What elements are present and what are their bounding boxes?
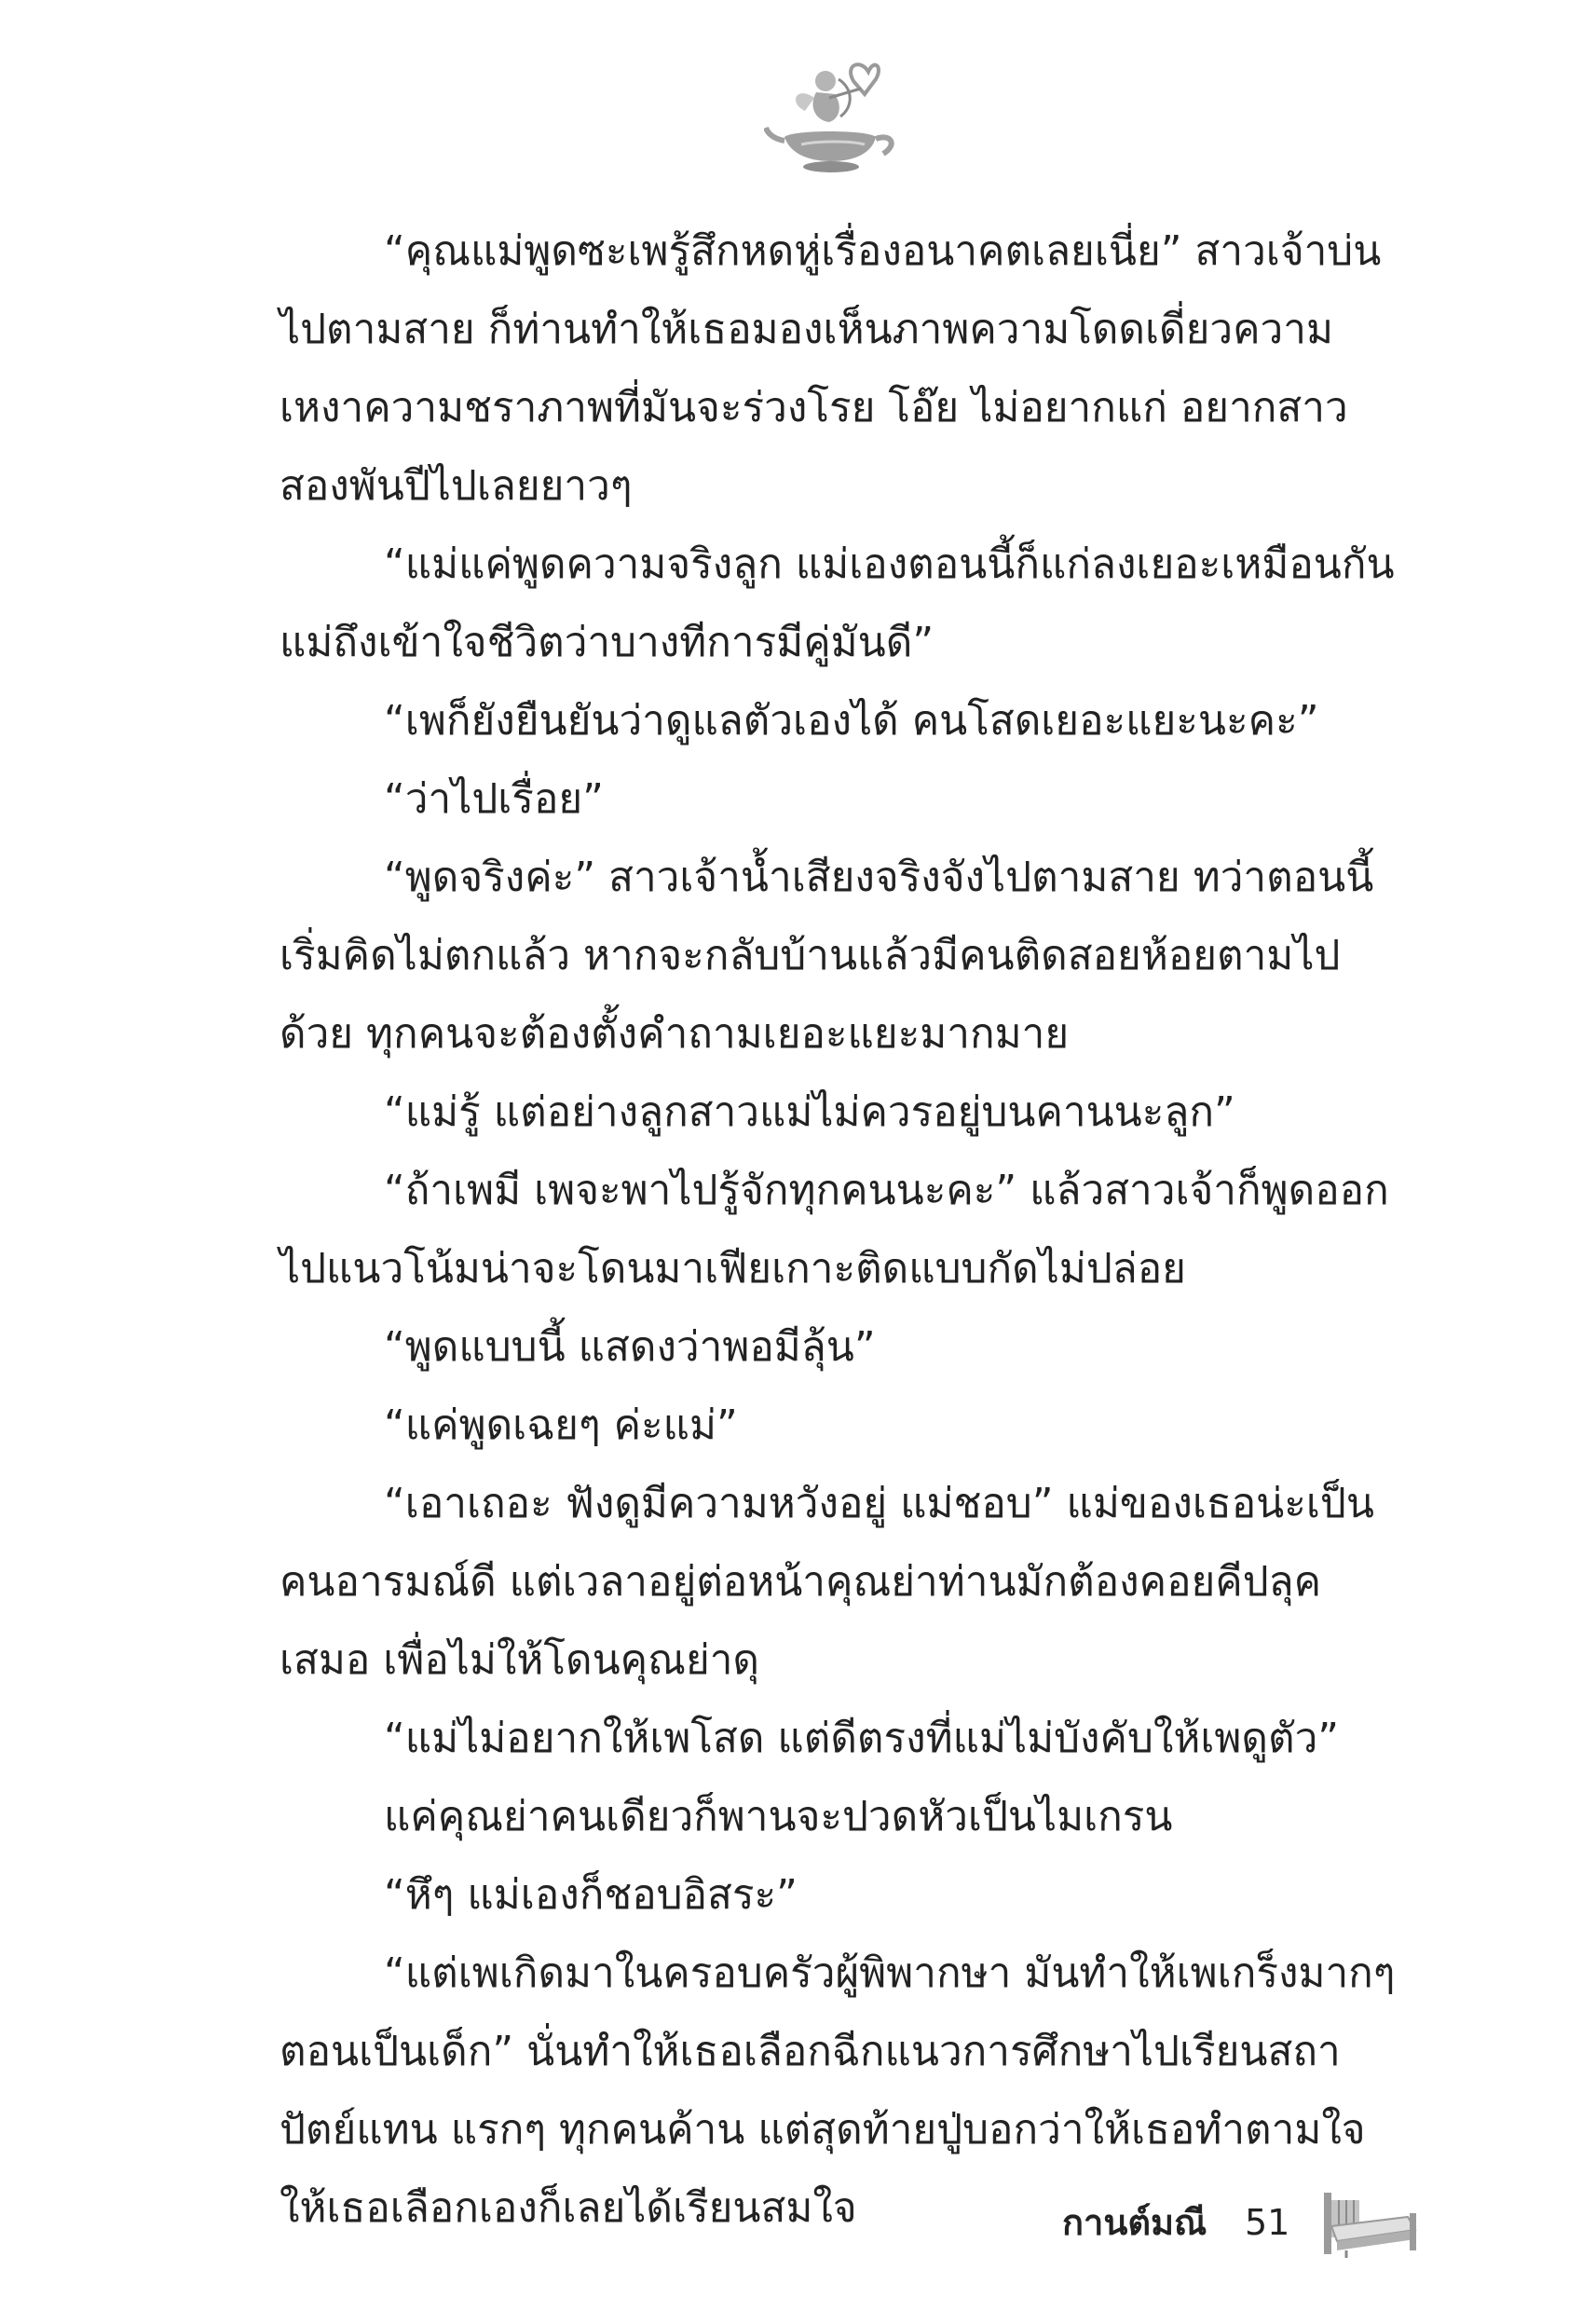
paragraph: แค่คุณย่าคนเดียวก็พานจะปวดหัวเป็นไมเกรน bbox=[384, 1793, 1173, 1840]
paragraph: “พูดแบบนี้ แสดงว่าพอมีลุ้น” bbox=[384, 1323, 876, 1371]
paragraph: “แต่เพเกิดมาในครอบครัวผู้พิพากษา มันทำให้เพเกร็งมากๆ ตอนเป็นเด็ก” นั่นทำให้เธอเลือกฉีกแนวการศึกษาไปเรียนสถาปัตย์แทน แรกๆ ทุกคนค้าน แต่สุดท้ายปู่บอกว่าให้เธอทำตามใจ ให้เธอเลือกเองก็เลยได้เรียนสมใจ bbox=[280, 1949, 1396, 2232]
paragraph: “ว่าไปเรื่อย” bbox=[384, 775, 604, 823]
paragraph: “แค่พูดเฉยๆ ค่ะแม่” bbox=[384, 1402, 738, 1449]
paragraph: “แม่แค่พูดความจริงลูก แม่เองตอนนี้ก็แก่ลงเยอะเหมือนกัน แม่ถึงเข้าใจชีวิตว่าบางทีการมีคู่มันดี” bbox=[280, 540, 1395, 666]
paragraph: “พูดจริงค่ะ” สาวเจ้าน้ำเสียงจริงจังไปตามสาย ทว่าตอนนี้เริ่มคิดไม่ตกแล้ว หากจะกลับบ้านแล้วมีคนติดสอยห้อยตามไปด้วย ทุกคนจะต้องตั้งคำถามเยอะแยะมากมาย bbox=[280, 854, 1374, 1058]
bed-icon bbox=[1318, 2185, 1421, 2260]
paragraph: “แม่รู้ แต่อย่างลูกสาวแม่ไม่ควรอยู่บนคานนะลูก” bbox=[384, 1088, 1235, 1136]
body-text bbox=[280, 212, 1412, 2248]
paragraph: “หึๆ แม่เองก็ชอบอิสระ” bbox=[384, 1871, 798, 1919]
paragraph: “ถ้าเพมี เพจะพาไปรู้จักทุกคนนะคะ” แล้วสาวเจ้าก็พูดออกไปแนวโน้มน่าจะโดนมาเฟียเกาะติดแบบกัดไม่ปล่อย bbox=[280, 1167, 1389, 1292]
book-title: กานต์มณี bbox=[1062, 2202, 1207, 2243]
paragraph: “เพก็ยังยืนยันว่าดูแลตัวเองได้ คนโสดเยอะแยะนะคะ” bbox=[384, 697, 1319, 745]
page-footer bbox=[1062, 2185, 1435, 2269]
paragraph: “แม่ไม่อยากให้เพโสด แต่ดีตรงที่แม่ไม่บังคับให้เพดูตัว” bbox=[384, 1715, 1340, 1762]
paragraph: “คุณแม่พูดซะเพรู้สึกหดหู่เรื่องอนาคตเลยเนี่ย” สาวเจ้าบ่นไปตามสาย ก็ท่านทำให้เธอมองเห็นภาพความโดดเดี่ยวความเหงาความชราภาพที่มันจะร่วงโรย โอ๊ย ไม่อยากแก่ อยากสาวสองพันปีไปเลยยาวๆ bbox=[280, 227, 1382, 510]
paragraph: “เอาเถอะ ฟังดูมีความหวังอยู่ แม่ชอบ” แม่ของเธอน่ะเป็นคนอารมณ์ดี แต่เวลาอยู่ต่อหน้าคุณย่าท่านมักต้องคอยคีปลุคเสมอ เพื่อไม่ให้โดนคุณย่าดุ bbox=[280, 1480, 1374, 1684]
cupid-teapot-ornament-icon bbox=[764, 51, 904, 182]
page-number: 51 bbox=[1245, 2202, 1290, 2243]
